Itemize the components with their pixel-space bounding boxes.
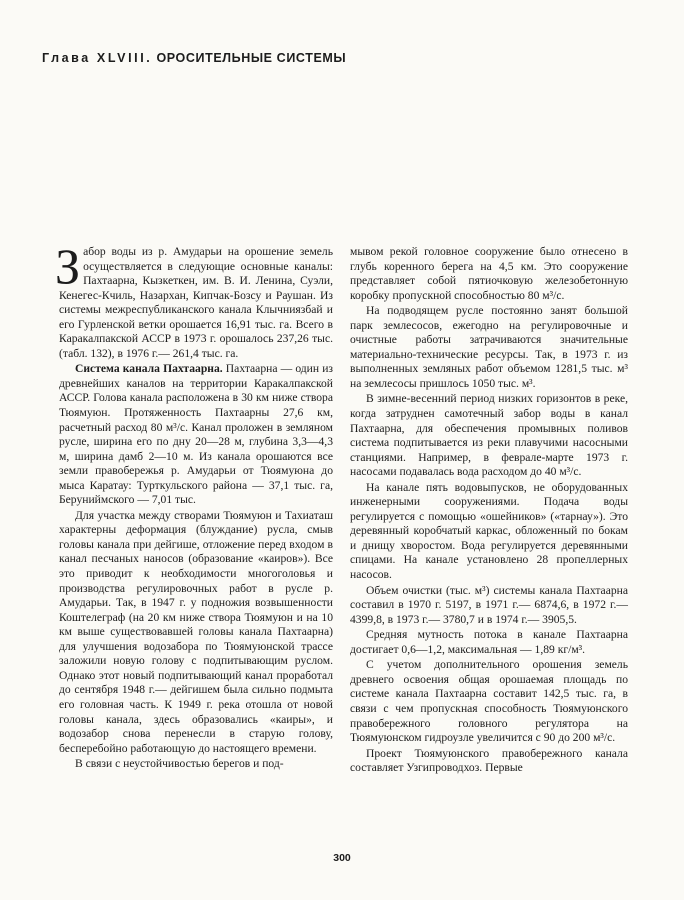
paragraph-irrigation-area: С учетом дополнительного орошения земель древнего освоения общая орошаемая площадь по системе канала Пахтаарна составит 142,5 тыс. га, в связи с чем пропускная способность Тюямуюнского правобережного головного регулятора на Тюямуюнском гидроузле увеличится с 90 до 200 м³/с. xyxy=(350,658,628,745)
left-column xyxy=(55,238,333,772)
paragraph-head-structure: мывом рекой головное сооружение было отнесено в глубь коренного берега на 4,5 км. Это сооружение представляет собой пятиочковую железобетонную коробку пропускной способностью 80 м³/с. xyxy=(350,245,628,302)
paragraph-winter-spring: В зимне-весенний период низких горизонтов в реке, когда затруднен самотечный забор воды в канал Пахтаарна, для обеспечения промывных поливов система подпитывается из реки плавучими насосными станциями. Например, в феврале-марте 1973 г. насосами подавалась вода расходом до 40 м³/с. xyxy=(350,392,628,479)
paragraph-intro-text: абор воды из р. Амударьи на орошение земель осуществляется в следующие основные каналы: Пахтаарна, Кызкеткен, им. В. И. Ленина, Суэли, Кенегес-Кчиль, Назархан, Кипчак-Бозсу и Раушан. Из системы межреспубликанского канала Клычниязбай и его Гурленской ветки орошается 16,91 тыс. га. Всего в Каракалпакской АССР в 1973 г. орошалось 237,26 тыс. (табл. 132), в 1976 г.— 261,4 тыс. га. xyxy=(59,245,333,360)
paragraph-cleaning-volume: Объем очистки (тыс. м³) системы канала Пахтаарна составил в 1970 г. 5197, в 1971 г.— 6874,6, в 1972 г.— 4399,8, в 1973 г.— 3780,7 и в 1974 г.— 3905,5. xyxy=(350,583,628,626)
paragraph-outlets: На канале пять водовыпусков, не оборудованных инженерными сооружениями. Подача воды регулируется с помощью «ошейников» («тарнау»). Это деревянный коробчатый каркас, обложенный по бокам и днищу хворостом. Вода регулируется деревянными спицами. На канале установлено 28 пропеллерных насосов. xyxy=(350,480,628,582)
paragraph-pakhtaarna-text: Пахтаарна — один из древнейших каналов на территории Каракалпакской АССР. Голова канала расположена в 30 км ниже створа Тюямуюн. Протяженность Пахтаарны 27,6 км, расчетный расход 80 м³/с. Канал проложен в земляном русле, ширина его по дну 20—28 м, глубина 3,3—4,3 м, ширина дамб 2—10 м. Из канала орошаются все земли правобережья р. Амударьи от Тюямуюна до мыса Каратау: Турткульского района — 37,1 тыс. га, Беруниймского — 7,01 тыс. xyxy=(59,362,333,507)
chapter-label: Глава XLVIII. xyxy=(42,51,153,65)
drop-cap: З xyxy=(55,238,81,294)
right-column xyxy=(350,245,628,776)
paragraph-deformation: Для участка между створами Тюямуюн и Тахиаташ характерны деформация (блуждание) русла, смыв головы канала при дейгише, отложение перед входом в канал песчаных наносов (образование «каиров»). Все это приводит к необходимости многоголовья и производства регулировочных работ в русле р. Амударьи. Так, в 1947 г. у подножия возвышенности Коштелеграф (на 20 км ниже створа Тюямуюн и на 10 км выше существовавшей головы канала Пахтаарна) для улучшения водозабора по Тюямуюнской трассе заложили новую голову с подпитывающим руслом. Однако этот новый подпитывающий канал проработал до сентября 1948 г.— дейгишем была сильно подмыта его головная часть. К 1949 г. река отошла от новой головы канала, здесь образовались «каиры», и водозабор снова перенесли в старую голову, бесперебойно работающую до настоящего времени. xyxy=(59,508,333,755)
paragraph-pakhtaarna-system xyxy=(59,362,333,507)
paragraph-instability: В связи с неустойчивостью берегов и под- xyxy=(75,757,284,771)
chapter-title: ОРОСИТЕЛЬНЫЕ СИСТЕМЫ xyxy=(156,51,347,65)
page-number: 300 xyxy=(333,852,351,864)
section-title-pakhtaarna: Система канала Пахтаарна. xyxy=(75,362,223,376)
paragraph-dredgers: На подводящем русле постоянно занят большой парк землесосов, ежегодно на регулировочные и очистные работы затрачиваются значительные материально-технические ресурсы. Так, в 1973 г. из выполненных земляных работ объемом 1281,5 тыс. м³ на землесосы пришлось 1050 тыс. м³. xyxy=(350,304,628,390)
paragraph-project: Проект Тюямуюнского правобережного канала составляет Узгипроводхоз. Первые xyxy=(350,746,628,775)
paragraph-intro xyxy=(55,238,333,361)
paragraph-turbidity: Средняя мутность потока в канале Пахтаарна достигает 0,6—1,2, максимальная — 1,89 кг/м³. xyxy=(350,628,628,656)
chapter-heading xyxy=(42,51,346,65)
